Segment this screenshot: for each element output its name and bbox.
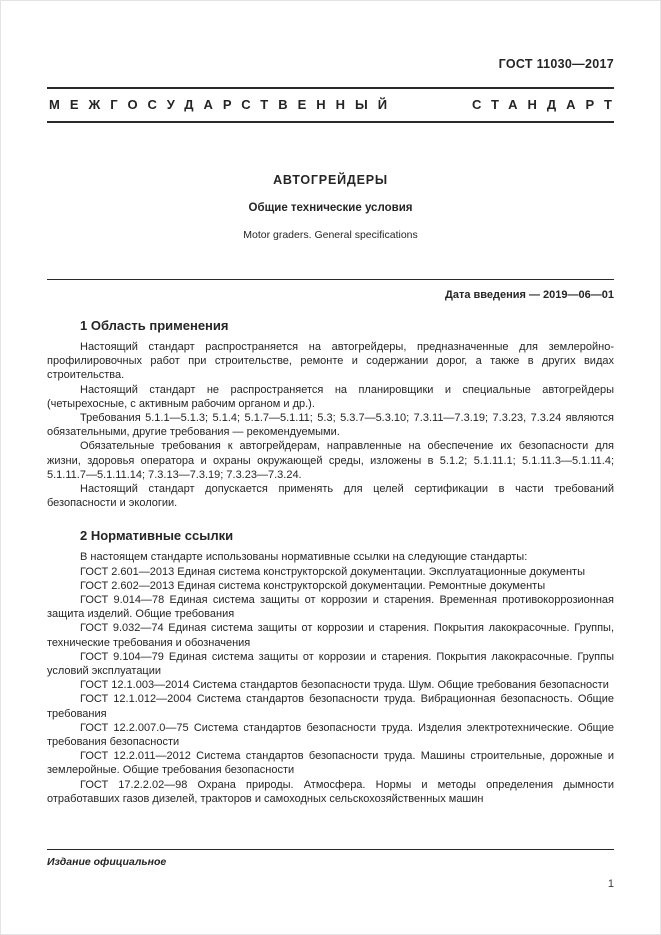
document-title: АВТОГРЕЙДЕРЫ <box>273 173 388 187</box>
paragraph: ГОСТ 12.2.011—2012 Система стандартов безопасности труда. Машины строительные, дорожные и землеройные. Общие требования безопасности <box>47 750 614 777</box>
paragraph: Настоящий стандарт не распространяется на планировщики и специальные автогрейдеры (четырехосные, с активным рабочим органом и др.). <box>47 383 614 410</box>
document-subtitle-en: Motor graders. General specifications <box>243 229 418 241</box>
document-subtitle-ru: Общие технические условия <box>248 202 413 214</box>
paragraph: ГОСТ 12.1.003—2014 Система стандартов безопасности труда. Шум. Общие требования безопасности <box>80 679 609 692</box>
page-number: 1 <box>607 878 614 890</box>
standard-type-band <box>47 87 622 123</box>
paragraph: Настоящий стандарт допускается применять для целей сертификации в части требований безопасности и экологии. <box>47 483 614 510</box>
paragraph: Обязательные требования к автогрейдерам, направленные на обеспечение их безопасности для жизни, здоровья оператора и охраны окружающей среды, изложены в 5.1.2; 5.1.11.1; 5.1.11.3—5.1.11.4; 5.1.11.7—5.1.11.14; 7.3.13—7.3.19; 7.3.23—7.3.24. <box>47 440 614 481</box>
paragraph: ГОСТ 12.1.012—2004 Система стандартов безопасности труда. Вибрационная безопасность. Общие требования <box>47 693 614 720</box>
edition-note: Издание официальное <box>47 856 167 868</box>
paragraph: Настоящий стандарт распространяется на автогрейдеры, предназначенные для землеройно-профилировочных работ при строительстве, ремонте и содержании дорог, а также в других видах строительства. <box>47 341 614 382</box>
paragraph: ГОСТ 2.602—2013 Единая система конструкторской документации. Ремонтные документы <box>80 579 546 592</box>
paragraph: ГОСТ 9.014—78 Единая система защиты от коррозии и старения. Временная противокоррозионная защита изделий. Общие требования <box>47 594 614 621</box>
standard-type-word-1: МЕЖГОСУДАРСТВЕННЫЙ <box>49 97 398 112</box>
doc-number: ГОСТ 11030—2017 <box>498 57 614 71</box>
standard-type-word-2: СТАНДАРТ <box>471 97 622 112</box>
paragraph: Требования 5.1.1—5.1.3; 5.1.4; 5.1.7—5.1.11; 5.3; 5.3.7—5.3.10; 7.3.11—7.3.19; 7.3.23, 7.3.24 являются обязательными, другие требования — рекомендуемыми. <box>47 412 614 439</box>
horizontal-rule <box>47 279 614 280</box>
paragraph: ГОСТ 12.2.007.0—75 Система стандартов безопасности труда. Изделия электротехнические. Общие требования безопасности <box>47 721 614 749</box>
footer-rule <box>47 849 614 850</box>
paragraph: ГОСТ 17.2.2.02—98 Охрана природы. Атмосфера. Нормы и методы определения дымности отработавших газов дизелей, тракторов и самоходных сельскохозяйственных машин <box>47 778 614 805</box>
introduction-date: Дата введения — 2019—06—01 <box>445 289 614 301</box>
section-heading-normative-references: 2 Нормативные ссылки <box>80 528 234 544</box>
paragraph: ГОСТ 9.032—74 Единая система защиты от коррозии и старения. Покрытия лакокрасочные. Группы, технические требования и обозначения <box>47 622 614 649</box>
paragraph: ГОСТ 9.104—79 Единая система защиты от коррозии и старения. Покрытия лакокрасочные. Группы условий эксплуатации <box>47 650 614 678</box>
section-heading-scope: 1 Область применения <box>80 318 229 333</box>
document-body <box>47 318 614 806</box>
title-block <box>47 173 614 241</box>
paragraph: В настоящем стандарте использованы нормативные ссылки на следующие стандарты: <box>80 551 528 564</box>
paragraph: ГОСТ 2.601—2013 Единая система конструкторской документации. Эксплуатационные документы <box>80 565 586 578</box>
page-footer <box>47 849 614 890</box>
